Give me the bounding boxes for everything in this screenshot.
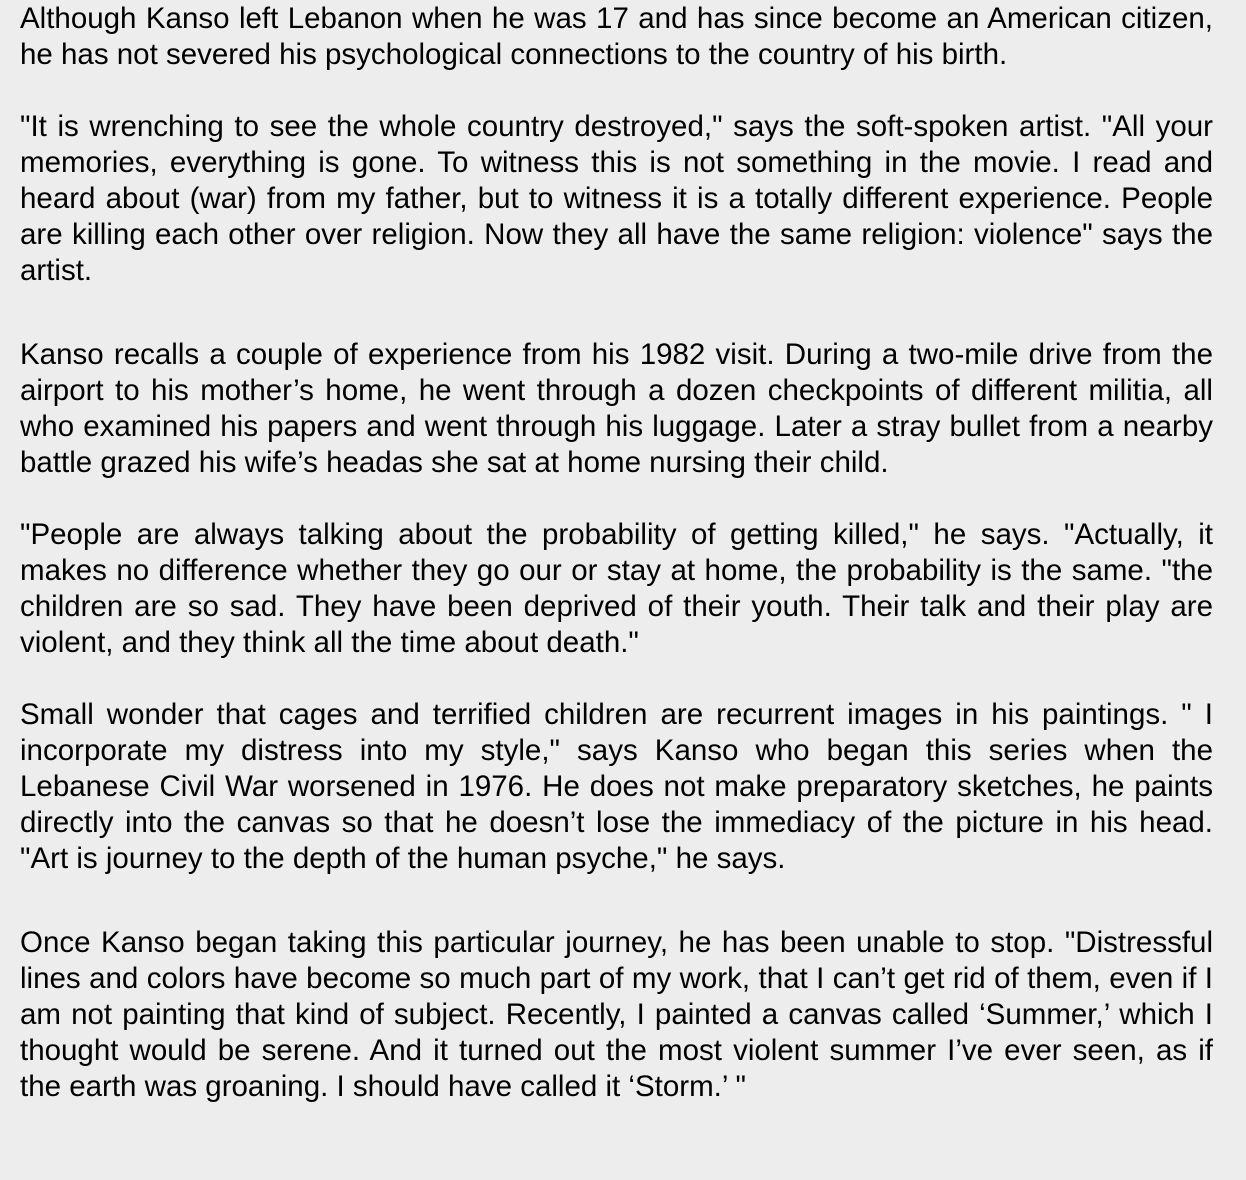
paragraph-4: "People are always talking about the probability of getting killed," he says. "Actually, it makes no difference whether they go our or stay at home, the probability is the same. "the children are so sad. They have been deprived of their youth. Their talk and their play are violent, and they think all the time about death." (20, 518, 1213, 659)
paragraph-6: Once Kanso began taking this particular journey, he has been unable to stop. "Distressful lines and colors have become so much part of my work, that I can’t get rid of them, even if I am not painting that kind of subject. Recently, I painted a canvas called ‘Summer,’ which I thought would be serene. And it turned out the most violent summer I’ve ever seen, as if the earth was groaning. I should have called it ‘Storm.’ " (20, 926, 1213, 1103)
article-body (20, 0, 1213, 1105)
paragraph-2: "It is wrenching to see the whole country destroyed," says the soft-spoken artist. "All your memories, everything is gone. To witness this is not something in the movie. I read and heard about (war) from my father, but to witness it is a totally different experience. People are killing each other over religion. Now they all have the same religion: violence" says the artist. (20, 110, 1213, 287)
paragraph-1: Although Kanso left Lebanon when he was 17 and has since become an American citizen, he has not severed his psychological connections to the country of his birth. (20, 2, 1213, 71)
paragraph-5: Small wonder that cages and terrified children are recurrent images in his paintings. " I incorporate my distress into my style," says Kanso who began this series when the Lebanese Civil War worsened in 1976. He does not make preparatory sketches, he paints directly into the canvas so that he doesn’t lose the immediacy of the picture in his head. "Art is journey to the depth of the human psyche," he says. (20, 698, 1213, 875)
paragraph-3: Kanso recalls a couple of experience from his 1982 visit. During a two-mile drive from the airport to his mother’s home, he went through a dozen checkpoints of different militia, all who examined his papers and went through his luggage. Later a stray bullet from a nearby battle grazed his wife’s headas she sat at home nursing their child. (20, 338, 1213, 479)
